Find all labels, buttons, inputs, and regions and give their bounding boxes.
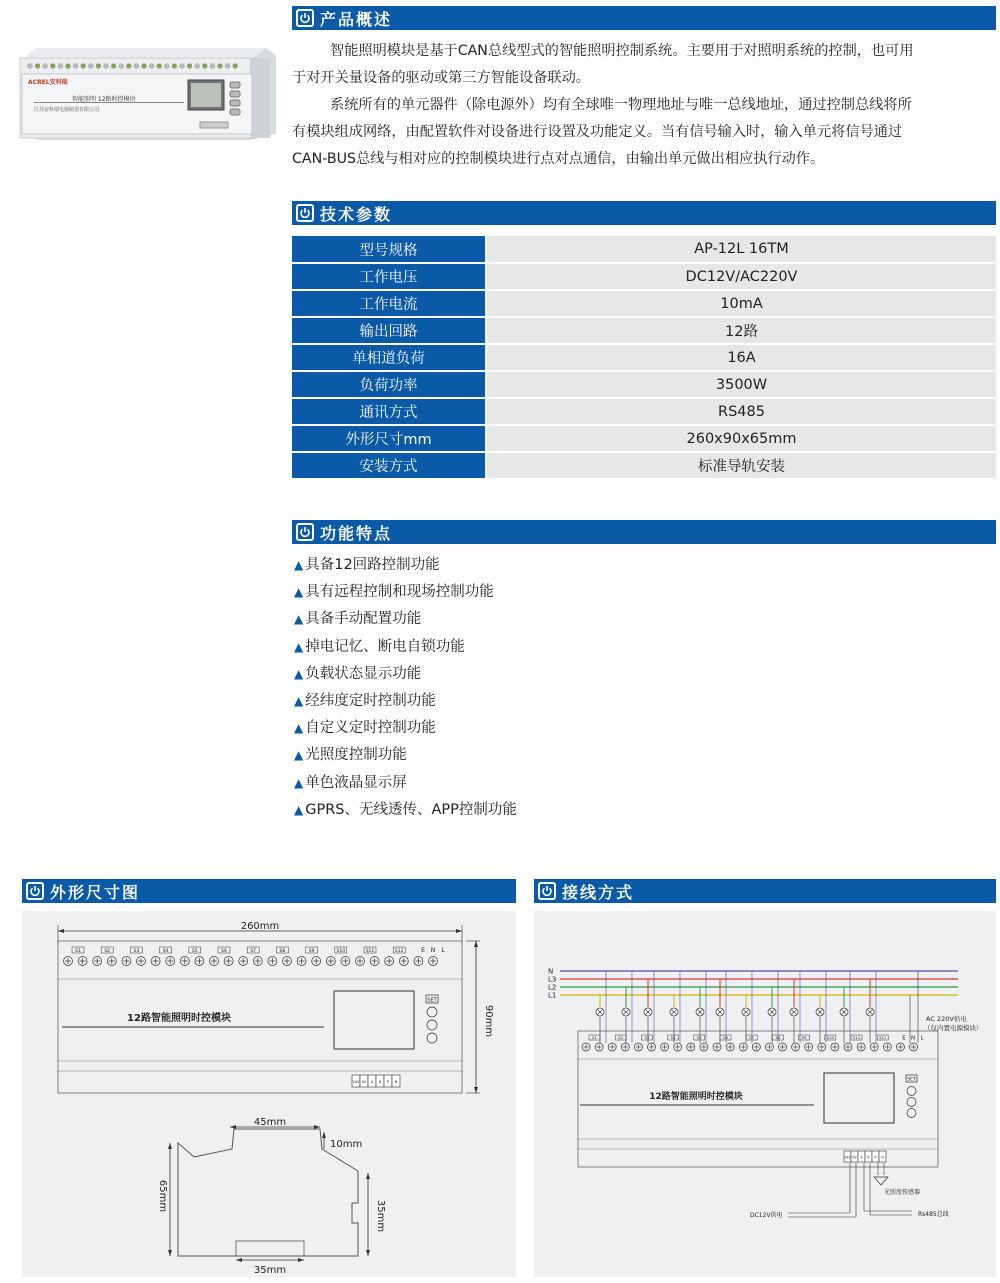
spec-row [292,344,996,371]
terminal-screw-icon [134,64,139,69]
overview-line: 智能照明模块是基于CAN总线型式的智能照明控制系统。主要用于对照明系统的控制，也可用 [330,43,914,59]
channel-label: S6 [221,949,227,954]
bus-terminal-label: 0V [852,1155,857,1160]
power-icon [538,882,556,900]
power-icon [296,9,314,27]
section-title: 接线方式 [562,882,635,902]
channel-label: S1 [75,949,81,954]
phase-line-label: L1 [548,991,557,1000]
overview-text [292,38,1000,173]
spec-row [292,425,996,452]
feature-item [294,798,517,819]
bus-terminal-label: N [394,1080,398,1084]
rs485-label: Rs485总线 [918,1211,949,1218]
spec-key: 安装方式 [292,452,486,479]
channel-label: S8 [279,949,286,954]
dim-width-label: 260mm [240,921,280,932]
channel-label: S4 [162,949,169,954]
section-header-wiring [534,879,996,903]
bus-terminal-label: P [874,1155,877,1160]
section-title: 外形尺寸图 [50,882,141,902]
channel-label: S9 [308,949,315,954]
feature-item [294,771,407,792]
terminal-screw-icon [50,64,55,69]
spec-row [292,290,996,317]
power-icon [26,882,44,900]
power-terminal-label: N [430,947,436,954]
section-title: 技术参数 [320,204,393,224]
terminal-screw-icon [96,64,101,69]
terminal-screw-icon [149,64,154,69]
wiring-set-label: SET [907,1077,916,1083]
dim-step: 10mm [330,1139,363,1150]
terminal-screw-icon [180,64,185,69]
section-header-features [292,520,996,544]
channel-label: S10 [336,949,346,954]
set-button-label: SET [427,997,437,1004]
triangle-bullet-icon: ▲ [294,748,304,763]
terminal-screw-icon [187,64,192,69]
terminal-screw-icon [142,64,147,69]
spec-key: 通讯方式 [292,398,486,425]
section-header-overview [292,6,996,30]
photo-brand: ACREL安科瑞 [28,79,68,86]
channel-label: S2 [104,949,111,954]
photo-maker: 江苏安科瑞电器制造有限公司 [34,107,100,113]
spec-value: 3500W [486,371,996,398]
phase-line-label: L3 [548,975,557,984]
terminal-screw-icon [28,64,33,69]
triangle-bullet-icon: ▲ [294,585,304,600]
section-header-params [292,201,996,225]
power-terminal-label: L [441,947,445,954]
feature-item [294,635,465,656]
section-title: 功能特点 [320,523,393,543]
channel-label: S10 [826,1035,834,1041]
dimension-panel [22,911,516,1277]
terminal-screw-icon [104,64,109,69]
phase-line-label: N [548,967,554,976]
bus-terminal-label: N [881,1155,884,1160]
section-title: 产品概述 [320,9,393,29]
power-terminal-label: E [421,947,425,954]
triangle-bullet-icon: ▲ [294,775,304,790]
feature-text: 具备手动配置功能 [305,611,422,628]
ac-note-2: （仅内置电源模块） [924,1024,983,1032]
bus-terminal-label: P [386,1080,390,1084]
spec-value: RS485 [486,398,996,425]
terminal-screw-icon [202,64,207,69]
terminal-screw-icon [225,64,230,69]
channel-label: S11 [365,949,375,954]
bus-terminal-label: A [370,1080,374,1084]
triangle-bullet-icon: ▲ [294,612,304,627]
channel-label: S7 [749,1035,755,1041]
terminal-screw-icon [88,64,93,69]
terminal-screw-icon [164,64,169,69]
bus-terminal-label: 0V [361,1080,367,1084]
channel-label: S5 [191,949,198,954]
wiring-panel [534,911,996,1277]
triangle-bullet-icon: ▲ [294,558,304,572]
channel-label: S5 [696,1035,702,1041]
channel-label: S12 [394,949,404,954]
triangle-bullet-icon: ▲ [294,666,304,681]
ac-note-1: AC 220V供电 [926,1015,967,1023]
spec-key: 型号规格 [292,236,486,263]
spec-value: 12路 [486,317,996,344]
bus-terminal-label: A [860,1155,863,1160]
spec-key: 工作电压 [292,263,486,290]
terminal-screw-icon [73,64,78,69]
triangle-bullet-icon: ▲ [294,694,304,708]
spec-value: DC12V/AC220V [486,263,996,290]
bus-terminal-label: 24V [844,1155,851,1160]
photo-label: 智能照明 12路时控模块 [72,96,136,103]
channel-label: S8 [775,1035,781,1041]
spec-value: AP-12L 16TM [486,236,996,263]
terminal-screw-icon [58,64,63,69]
channel-label: S9 [801,1035,807,1041]
spec-key: 负荷功率 [292,371,486,398]
terminal-screw-icon [66,64,71,69]
dim-bottom: 35mm [253,1265,287,1276]
spec-key: 外形尺寸mm [292,425,486,452]
dc-supply-label: DC12V供电 [750,1212,783,1219]
feature-text: 掉电记忆、断电自锁功能 [305,638,465,655]
dim-module-label: 12路智能照明时控模块 [127,1013,231,1024]
terminal-screw-icon [43,64,48,69]
feature-item [294,716,436,737]
power-terminal-label: L [920,1035,924,1042]
channel-label: S11 [852,1035,861,1041]
channel-label: S6 [723,1035,728,1041]
feature-text: 经纬度定时控制功能 [305,693,436,709]
overview-line: 有模块组成网络，由配置软件对设备进行设置及功能定义。当有信号输入时，输入单元将信号通过 [292,124,903,140]
channel-label: S7 [250,949,257,954]
feature-text: 自定义定时控制功能 [305,720,436,737]
overview-line: 系统所有的单元器件（除电源外）均有全球唯一物理地址与唯一总线地址，通过控制总线将所 [330,97,912,113]
overview-line: CAN-BUS总线与相对应的控制模块进行点对点通信，由输出单元做出相应执行动作。 [292,151,825,167]
channel-label: S1 [592,1035,597,1041]
terminal-screw-icon [81,64,86,69]
spec-table [292,236,996,480]
terminal-screw-icon [233,64,238,69]
triangle-bullet-icon: ▲ [294,639,304,654]
spec-value: 260x90x65mm [486,425,996,452]
spec-key: 单相道负荷 [292,344,486,371]
power-terminal-label: E [902,1035,906,1042]
feature-item [294,607,421,628]
terminal-screw-icon [35,64,40,69]
spec-row [292,236,996,263]
product-photo [14,44,276,144]
power-icon [296,204,314,222]
spec-value: 标准导轨安装 [486,452,996,479]
terminal-screw-icon [210,64,215,69]
bus-terminal-label: B [378,1080,382,1084]
feature-item [294,662,421,683]
spec-row [292,452,996,479]
channel-label: S4 [670,1035,676,1041]
feature-text: 负载状态显示功能 [305,665,422,682]
terminal-screw-icon [172,64,177,69]
terminal-screw-icon [218,64,223,69]
spec-key: 工作电流 [292,290,486,317]
channel-label: S2 [618,1035,624,1041]
dim-depth: 65mm [157,1179,168,1213]
feature-item [294,553,440,574]
terminal-screw-icon [126,64,131,69]
channel-label: S3 [644,1035,650,1041]
spec-row [292,398,996,425]
triangle-bullet-icon: ▲ [294,802,304,817]
wiring-drawing [534,911,996,1277]
feature-text: 具备12回路控制功能 [305,557,440,573]
dimension-drawing [22,911,516,1277]
wiring-module-label: 12路智能照明时控模块 [649,1092,743,1102]
terminal-screw-icon [111,64,116,69]
terminal-screw-icon [195,64,200,69]
dim-right-h: 35mm [375,1199,386,1233]
spec-value: 16A [486,344,996,371]
dim-rail-top: 45mm [253,1117,287,1128]
light-sensor-label: 光照度传感器 [884,1189,921,1196]
feature-text: GPRS、无线透传、APP控制功能 [305,801,517,818]
bus-terminal-label: B [867,1155,870,1160]
bus-terminal-label: 24V [352,1080,360,1084]
power-terminal-label: N [910,1035,916,1042]
terminal-screw-icon [119,64,124,69]
spec-value: 10mA [486,290,996,317]
spec-row [292,371,996,398]
feature-item [294,580,494,601]
section-header-dimensions [22,879,516,903]
channel-label: S3 [133,949,140,954]
overview-line: 于对开关量设备的驱动或第三方智能设备联动。 [292,70,590,86]
spec-row [292,317,996,344]
power-icon [296,523,314,541]
spec-key: 输出回路 [292,317,486,344]
feature-item [294,689,436,710]
dim-height-label: 90mm [483,1004,494,1038]
feature-text: 单色液晶显示屏 [305,774,407,791]
feature-text: 光照度控制功能 [305,747,407,764]
feature-item [294,743,407,764]
phase-line-label: L2 [548,983,557,992]
feature-text: 具有远程控制和现场控制功能 [305,584,494,601]
channel-label: S12 [879,1035,887,1041]
triangle-bullet-icon: ▲ [294,721,304,736]
spec-row [292,263,996,290]
terminal-screw-icon [157,64,162,69]
